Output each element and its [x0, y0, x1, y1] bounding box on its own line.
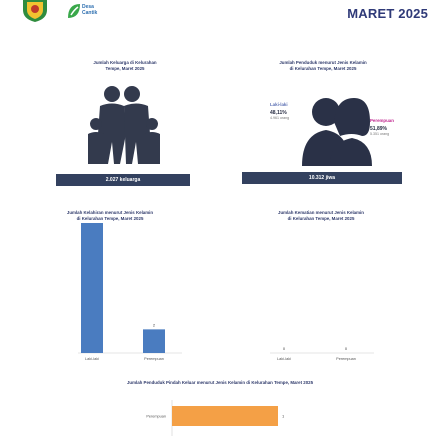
male-stats [270, 102, 289, 120]
births-data-label-1: 2 [152, 322, 156, 328]
moves-caption: Jumlah Penduduk Pindah Keluar menurut Jenis Kelamin di Kelurahan Tempe, Maret 2025 [126, 380, 314, 385]
female-percent: 51,89% [370, 126, 387, 132]
deaths-caption-line2: di Kelurahan Tempe, Maret 2025 [287, 216, 355, 221]
moves-category-label-0: Perempuan [146, 414, 166, 419]
population-caption-line1: Jumlah Penduduk menurut Jenis Kelamin [279, 60, 367, 65]
moves-chart [60, 400, 360, 436]
births-category-label-0: Laki-laki [85, 357, 99, 361]
gender-icon [300, 92, 374, 166]
moves-data-label-0: 1 [282, 413, 285, 419]
male-label: Laki-laki [270, 102, 288, 107]
births-chart [70, 215, 190, 365]
births-caption-line1: Jumlah Kelahiran menurut Jenis Kelamin [66, 210, 154, 215]
desa-cantik-logo [66, 2, 106, 22]
city-emblem-logo [20, 0, 50, 22]
family-icon [86, 84, 162, 166]
female-count: 5.351 orang [370, 132, 390, 136]
births-bar-1 [143, 329, 165, 353]
families-caption-line1: Jumlah Keluarga di Kelurahan [93, 60, 157, 65]
families-caption-line2: Tempe, Maret 2025 [105, 66, 145, 71]
male-count: 4.961 orang [270, 116, 290, 120]
female-label: Perempuan [370, 118, 394, 123]
population-caption-line2: di Kelurahan Tempe, Maret 2025 [289, 66, 357, 71]
desa-cantik-logo-text: Desa Cantik [82, 4, 98, 16]
deaths-data-label-1: 0 [344, 346, 348, 351]
families-caption [60, 60, 190, 72]
deaths-category-label-0: Laki-laki [277, 357, 291, 361]
births-caption-line2: di Kelurahan Tempe, Maret 2025 [76, 216, 144, 221]
report-period: MARET 2025 [347, 6, 428, 21]
births-bar-0 [81, 223, 103, 353]
births-category-label-1: Perempuan [144, 357, 164, 361]
population-total-badge: 10.312 jiwa [242, 172, 402, 184]
deaths-chart [262, 215, 382, 365]
deaths-data-label-0: 0 [282, 346, 286, 351]
population-caption [238, 60, 408, 72]
male-percent: 48,11% [270, 110, 287, 116]
deaths-caption-line1: Jumlah Kematian menurut Jenis Kelamin [278, 210, 364, 215]
moves-bar-0 [172, 406, 278, 426]
families-total-badge: 2.027 keluarga [56, 174, 190, 186]
female-stats [370, 118, 394, 136]
deaths-category-label-1: Perempuan [336, 357, 356, 361]
